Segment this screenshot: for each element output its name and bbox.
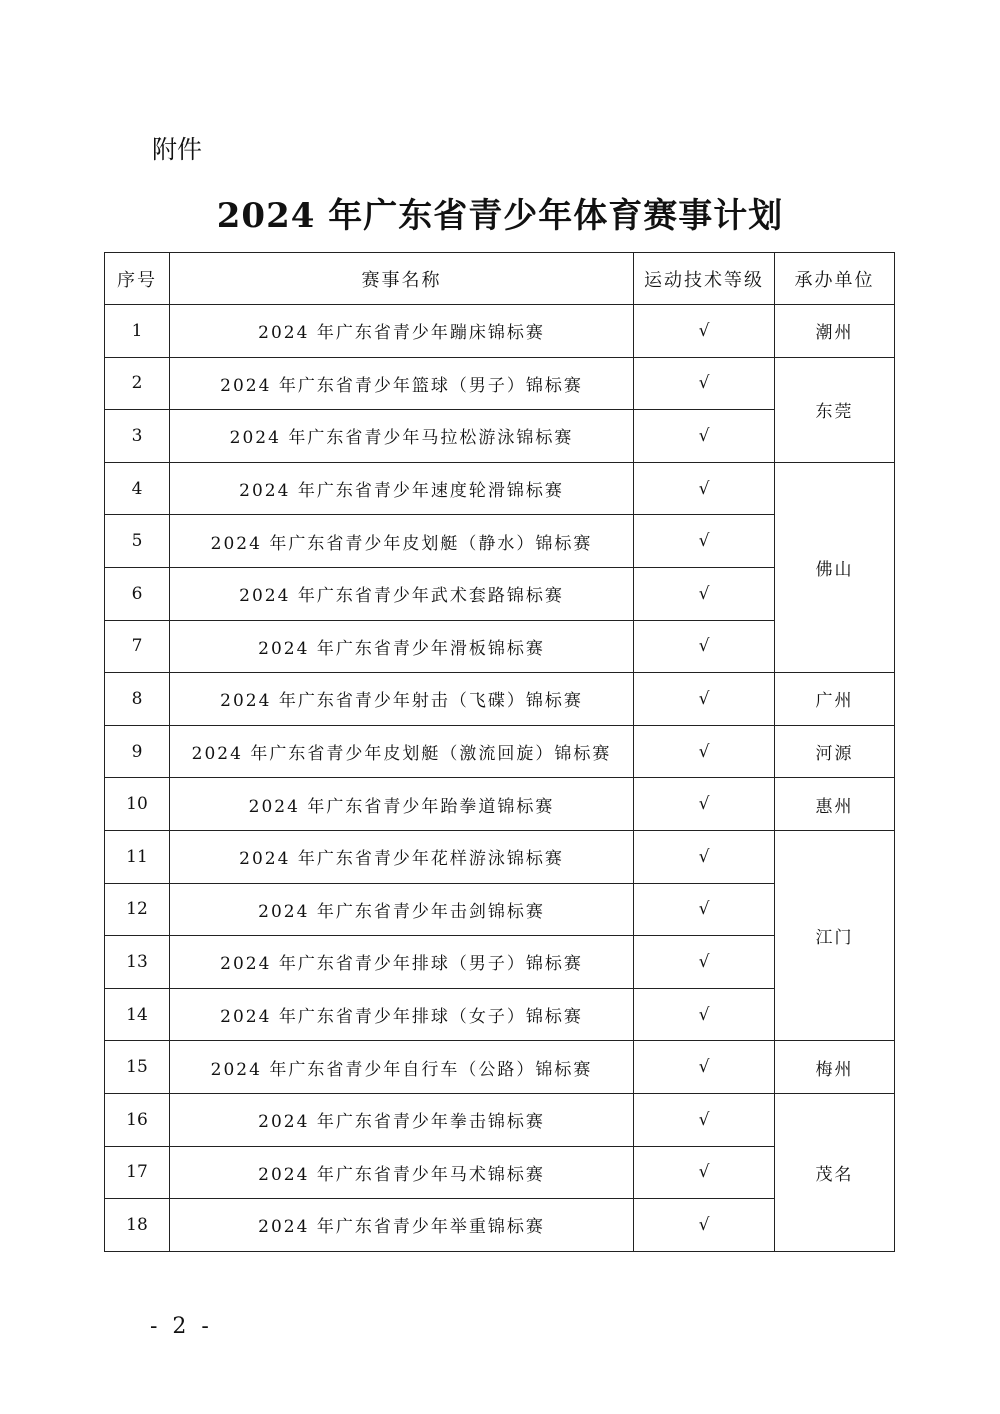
serial-cell: 18	[105, 1199, 170, 1252]
serial-cell: 16	[105, 1093, 170, 1146]
serial-cell: 4	[105, 462, 170, 515]
table-row	[105, 673, 895, 726]
event-name-cell: 2024 年广东省青少年举重锦标赛	[170, 1199, 634, 1252]
event-name-cell: 2024 年广东省青少年排球（女子）锦标赛	[170, 988, 634, 1041]
event-name-cell: 2024 年广东省青少年自行车（公路）锦标赛	[170, 1041, 634, 1094]
host-unit-cell: 河源	[775, 725, 895, 778]
checkmark-icon: √	[634, 778, 775, 831]
host-unit-cell: 江门	[775, 830, 895, 1040]
event-name-cell: 2024 年广东省青少年马术锦标赛	[170, 1146, 634, 1199]
checkmark-icon: √	[634, 305, 775, 358]
event-name-cell: 2024 年广东省青少年马拉松游泳锦标赛	[170, 410, 634, 463]
table-row	[105, 305, 895, 358]
event-name-cell: 2024 年广东省青少年滑板锦标赛	[170, 620, 634, 673]
event-name-cell: 2024 年广东省青少年蹦床锦标赛	[170, 305, 634, 358]
header-host-unit: 承办单位	[775, 253, 895, 305]
serial-cell: 9	[105, 725, 170, 778]
page-number: - 2 -	[150, 1314, 213, 1339]
header-sports-grade: 运动技术等级	[634, 253, 775, 305]
event-name-cell: 2024 年广东省青少年拳击锦标赛	[170, 1093, 634, 1146]
checkmark-icon: √	[634, 673, 775, 726]
serial-cell: 8	[105, 673, 170, 726]
attachment-label: 附件	[152, 135, 203, 164]
event-name-cell: 2024 年广东省青少年武术套路锦标赛	[170, 567, 634, 620]
event-name-cell: 2024 年广东省青少年速度轮滑锦标赛	[170, 462, 634, 515]
table-header-row	[105, 253, 895, 305]
serial-cell: 15	[105, 1041, 170, 1094]
document-title: 2024 年广东省青少年体育赛事计划	[216, 196, 784, 236]
event-name-cell: 2024 年广东省青少年射击（飞碟）锦标赛	[170, 673, 634, 726]
host-unit-cell: 广州	[775, 673, 895, 726]
serial-cell: 5	[105, 515, 170, 568]
checkmark-icon: √	[634, 1093, 775, 1146]
checkmark-icon: √	[634, 1041, 775, 1094]
header-event-name: 赛事名称	[170, 253, 634, 305]
event-name-cell: 2024 年广东省青少年击剑锦标赛	[170, 883, 634, 936]
table-row	[105, 830, 895, 883]
checkmark-icon: √	[634, 515, 775, 568]
serial-cell: 1	[105, 305, 170, 358]
header-serial: 序号	[105, 253, 170, 305]
checkmark-icon: √	[634, 830, 775, 883]
host-unit-cell: 茂名	[775, 1093, 895, 1251]
event-name-cell: 2024 年广东省青少年跆拳道锦标赛	[170, 778, 634, 831]
serial-cell: 13	[105, 936, 170, 989]
checkmark-icon: √	[634, 725, 775, 778]
serial-cell: 3	[105, 410, 170, 463]
checkmark-icon: √	[634, 1146, 775, 1199]
checkmark-icon: √	[634, 462, 775, 515]
checkmark-icon: √	[634, 988, 775, 1041]
event-name-cell: 2024 年广东省青少年花样游泳锦标赛	[170, 830, 634, 883]
serial-cell: 17	[105, 1146, 170, 1199]
serial-cell: 14	[105, 988, 170, 1041]
serial-cell: 6	[105, 567, 170, 620]
checkmark-icon: √	[634, 936, 775, 989]
checkmark-icon: √	[634, 567, 775, 620]
serial-cell: 2	[105, 357, 170, 410]
event-name-cell: 2024 年广东省青少年篮球（男子）锦标赛	[170, 357, 634, 410]
table-row	[105, 462, 895, 515]
event-name-cell: 2024 年广东省青少年皮划艇（激流回旋）锦标赛	[170, 725, 634, 778]
serial-cell: 7	[105, 620, 170, 673]
table-row	[105, 357, 895, 410]
table-row	[105, 725, 895, 778]
host-unit-cell: 佛山	[775, 462, 895, 672]
host-unit-cell: 东莞	[775, 357, 895, 462]
host-unit-cell: 潮州	[775, 305, 895, 358]
checkmark-icon: √	[634, 1199, 775, 1252]
checkmark-icon: √	[634, 883, 775, 936]
serial-cell: 12	[105, 883, 170, 936]
table-row	[105, 1093, 895, 1146]
host-unit-cell: 惠州	[775, 778, 895, 831]
checkmark-icon: √	[634, 357, 775, 410]
host-unit-cell: 梅州	[775, 1041, 895, 1094]
table-row	[105, 1041, 895, 1094]
table-body	[105, 305, 895, 1252]
checkmark-icon: √	[634, 410, 775, 463]
table-row	[105, 778, 895, 831]
serial-cell: 11	[105, 830, 170, 883]
event-plan-table	[104, 252, 895, 1252]
event-name-cell: 2024 年广东省青少年排球（男子）锦标赛	[170, 936, 634, 989]
serial-cell: 10	[105, 778, 170, 831]
checkmark-icon: √	[634, 620, 775, 673]
event-name-cell: 2024 年广东省青少年皮划艇（静水）锦标赛	[170, 515, 634, 568]
